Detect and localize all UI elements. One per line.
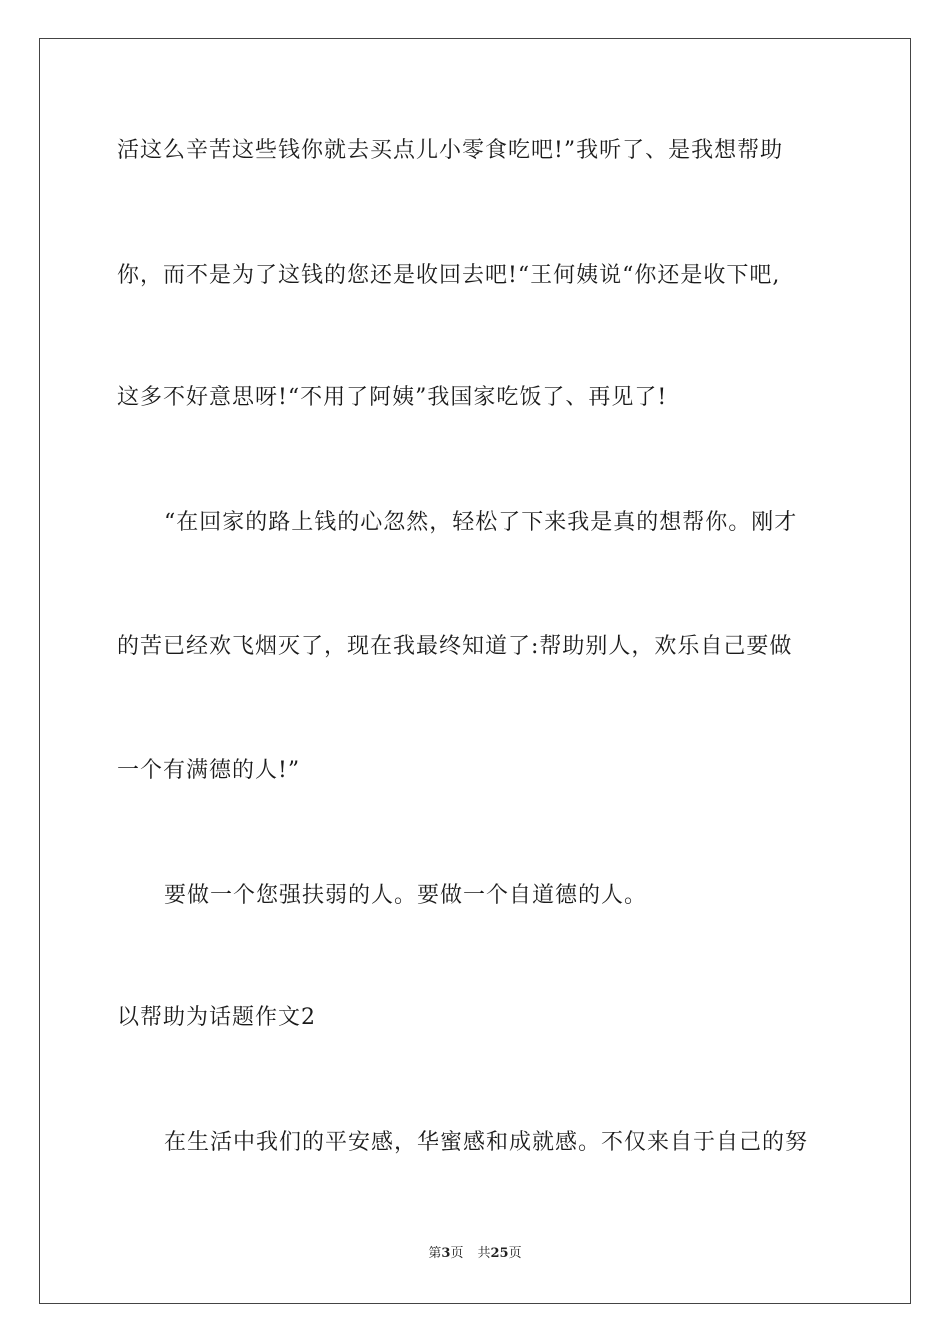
page-suffix: 页 [450, 1246, 464, 1261]
total-pages: 25 [490, 1246, 509, 1261]
body-line-7: 要做一个您强扶弱的人。要做一个自道德的人。 [164, 883, 648, 908]
body-line-9: 在生活中我们的平安感，华蜜感和成就感。不仅来自于自己的努 [164, 1130, 809, 1155]
body-line-1: 活这么辛苦这些钱你就去买点儿小零食吃吧!”我听了、是我想帮助 [117, 138, 784, 163]
page-footer [0, 1245, 950, 1263]
body-line-5: 的苦已经欢飞烟灭了，现在我最终知道了:帮助别人，欢乐自己要做 [117, 634, 793, 659]
body-line-2: 你，而不是为了这钱的您还是收回去吧!“王何姨说“你还是收下吧, [117, 263, 781, 288]
total-prefix: 共 [477, 1246, 491, 1261]
body-line-3: 这多不好意思呀!“不用了阿姨”我国家吃饭了、再见了! [117, 385, 668, 410]
page-frame [39, 38, 911, 1304]
page-prefix: 第 [428, 1246, 442, 1261]
body-line-6: 一个有满德的人!” [117, 758, 301, 783]
page-number: 3 [441, 1246, 451, 1261]
total-suffix: 页 [508, 1246, 522, 1261]
section-heading: 以帮助为话题作文2 [117, 1005, 316, 1030]
body-line-4: “在回家的路上钱的心忽然，轻松了下来我是真的想帮你。刚才 [164, 510, 798, 535]
